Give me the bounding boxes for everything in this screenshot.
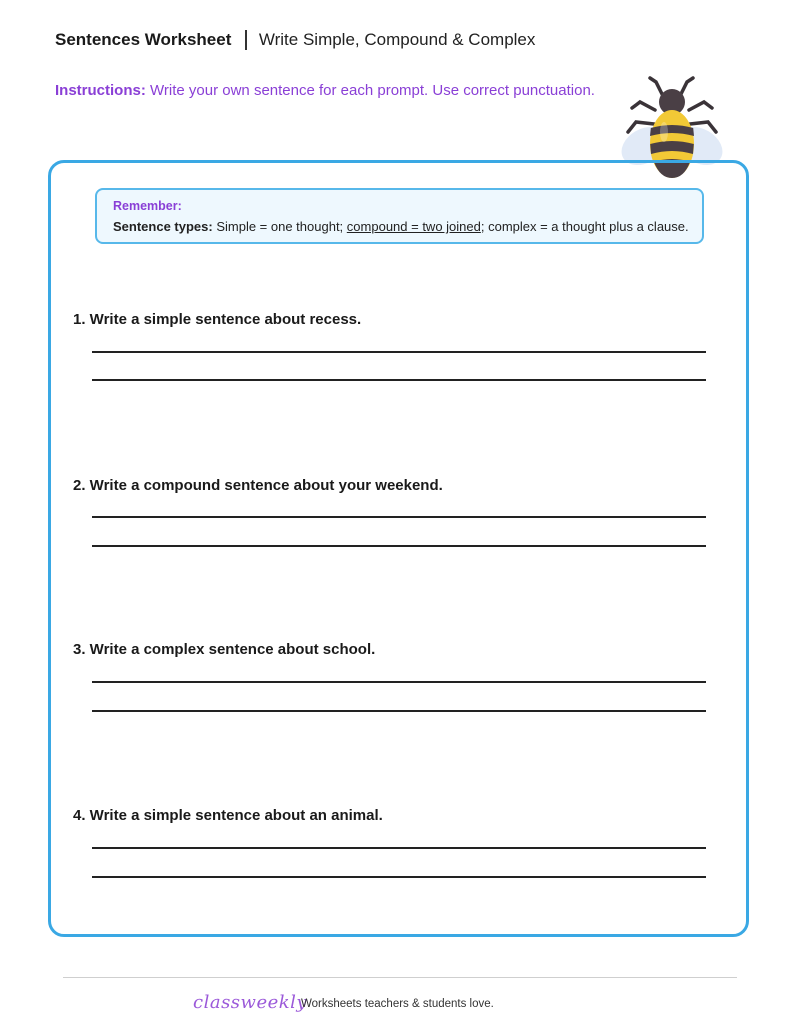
answer-line-1b[interactable] [92,379,706,381]
worksheet-header [55,30,535,50]
remember-text [113,219,689,234]
page-title: Sentences Worksheet [55,30,232,49]
remember-box [95,188,704,244]
answer-line-2b[interactable] [92,545,706,547]
question-2: 2. Write a compound sentence about your weekend. [73,477,443,494]
answer-line-2a[interactable] [92,516,706,518]
remember-compound: compound = two joined [346,219,481,234]
remember-complex: ; complex = a thought plus a clause. [480,219,689,234]
instructions-text: Write your own sentence for each prompt. Use correct punctuation. [150,82,595,99]
remember-title: Remember: [113,199,182,213]
remember-label: Sentence types: [113,219,213,234]
remember-simple: Simple = one thought; [216,219,344,234]
answer-line-4b[interactable] [92,876,706,878]
answer-line-1a[interactable] [92,351,706,353]
question-1: 1. Write a simple sentence about recess. [73,311,362,328]
question-4: 4. Write a simple sentence about an animal. [73,807,383,824]
footer-divider [63,977,737,978]
question-3: 3. Write a complex sentence about school. [73,641,376,658]
footer-tagline: Worksheets teachers & students love. [301,998,494,1010]
instructions [55,82,595,99]
title-divider [245,30,247,50]
answer-line-3a[interactable] [92,681,706,683]
brand-logo: classweekly [193,992,308,1013]
instructions-label: Instructions: [55,82,146,99]
answer-line-4a[interactable] [92,847,706,849]
page-subtitle: Write Simple, Compound & Complex [258,30,536,49]
answer-line-3b[interactable] [92,710,706,712]
